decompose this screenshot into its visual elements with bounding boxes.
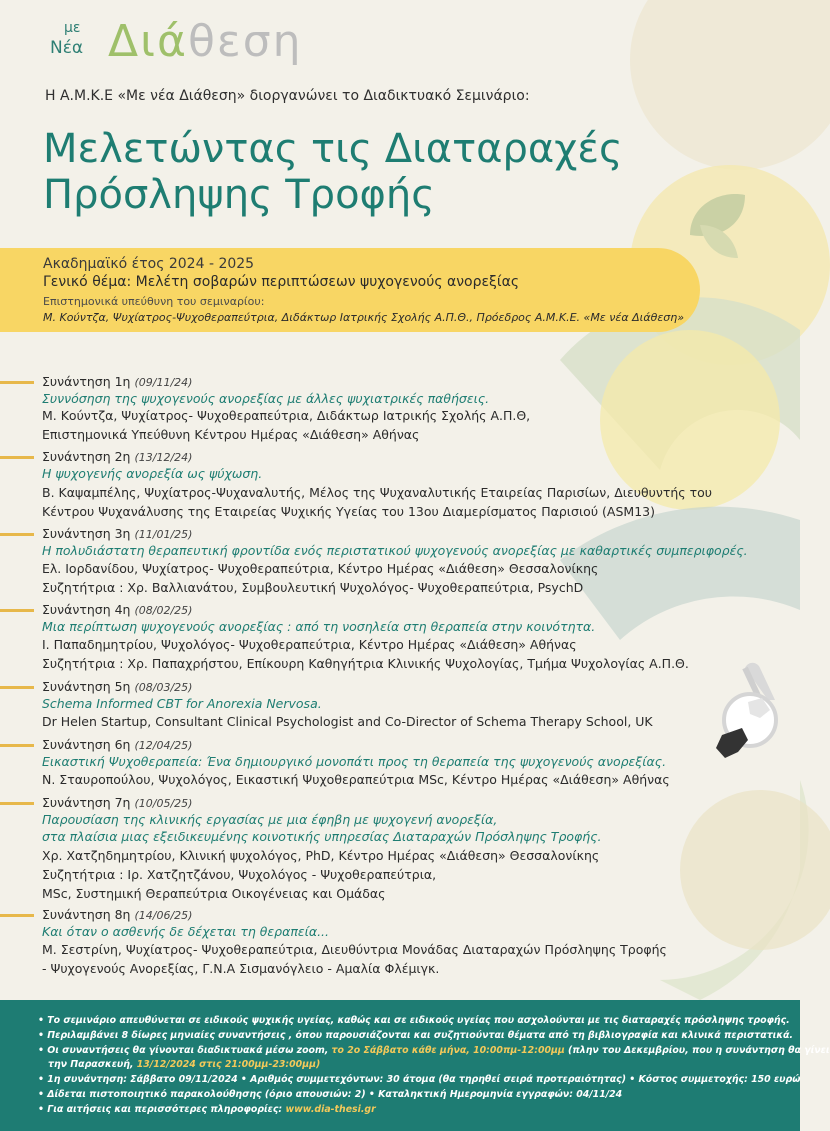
title-line-1: Μελετώντας τις Διαταραχές xyxy=(43,126,623,172)
session-topic: Η πολυδιάστατη θεραπευτική φροντίδα ενός περιστατικού ψυχογενούς ανορεξίας με καθαρτικές συμπεριφορές. xyxy=(42,543,748,558)
session-title: Συνάντηση 7η xyxy=(42,795,131,810)
website-link[interactable]: www.dia-thesi.gr xyxy=(285,1104,376,1115)
session-speaker: MSc, Συστημική Θεραπεύτρια Οικογένειας και Ομάδας xyxy=(42,886,386,901)
footer-exception-a: την Παρασκευή, xyxy=(48,1059,137,1070)
footer-line-schedule xyxy=(38,1045,830,1056)
session-date: (08/03/25) xyxy=(134,681,193,694)
session-title: Συνάντηση 5η xyxy=(42,679,131,694)
footer-line-contact xyxy=(38,1104,376,1115)
session-bullet-bar xyxy=(0,744,34,747)
session-topic: Παρουσίαση της κλινικής εργασίας με μια έφηβη με ψυχογενή ανορεξία, xyxy=(42,812,498,827)
session-speaker: Dr Helen Startup, Consultant Clinical Psychologist and Co-Director of Schema Therapy School, UK xyxy=(42,714,653,729)
session-heading xyxy=(42,795,192,810)
footer-schedule-c: (πλην του Δεκεμβρίου, που η συνάντηση θα γίνει xyxy=(564,1045,830,1056)
logo-nea: Νέα xyxy=(50,38,84,58)
session-date: (10/05/25) xyxy=(134,797,193,810)
logo-wordmark xyxy=(108,14,303,70)
session-bullet-bar xyxy=(0,381,34,384)
info-band xyxy=(0,248,700,332)
session-speaker: Συζητήτρια : Χρ. Βαλλιανάτου, Συμβουλευτική Ψυχολόγος- Ψυχοθεραπεύτρια, PsychD xyxy=(42,580,584,595)
session-date: (13/12/24) xyxy=(134,451,193,464)
session-bullet-bar xyxy=(0,456,34,459)
footer-info xyxy=(0,1000,830,1131)
session-speaker: Μ. Κούντζα, Ψυχίατρος- Ψυχοθεραπεύτρια, Διδάκτωρ Ιατρικής Σχολής Α.Π.Θ, xyxy=(42,408,531,423)
session-speaker: Ι. Παπαδημητρίου, Ψυχολόγος- Ψυχοθεραπεύτρια, Κέντρο Ημέρας «Διάθεση» Αθήνας xyxy=(42,637,577,652)
responsible-name: Μ. Κούντζα, Ψυχίατρος-Ψυχοθεραπεύτρια, Διδάκτωρ Ιατρικής Σχολής Α.Π.Θ., Πρόεδρος Α.Μ.Κ.Ε. «Με νέα Διάθεση» xyxy=(43,311,684,324)
session-speaker: Χρ. Χατζηδημητρίου, Κλινική ψυχολόγος, PhD, Κέντρο Ημέρας «Διάθεση» Θεσσαλονίκης xyxy=(42,848,600,863)
session-heading xyxy=(42,907,192,922)
session-speaker: - Ψυχογενούς Ανορεξίας, Γ.Ν.Α Σισμανόγλειο - Αμαλία Φλέμιγκ. xyxy=(42,961,440,976)
responsible-label: Επιστημονικά υπεύθυνη του σεμιναρίου: xyxy=(43,295,265,308)
session-speaker: Μ. Σεστρίνη, Ψυχίατρος- Ψυχοθεραπεύτρια, Διευθύντρια Μονάδας Διαταραχών Πρόσληψης Τροφής xyxy=(42,942,667,957)
footer-line-audience: • Το σεμινάριο απευθύνεται σε ειδικούς ψυχικής υγείας, καθώς και σε ειδικούς υγείας που ασχολούνται με τις διαταραχές πρόσληψης τροφής. xyxy=(38,1015,790,1026)
session-heading xyxy=(42,679,192,694)
session-date: (08/02/25) xyxy=(134,604,193,617)
session-date: (14/06/25) xyxy=(134,909,193,922)
footer-line-format: • Περιλαμβάνει 8 δίωρες μηνιαίες συναντήσεις , όπου παρουσιάζονται και συζητιούνται θέματα από τη βιβλιογραφία και κλινικά περιστατικά. xyxy=(38,1030,793,1041)
session-heading xyxy=(42,737,192,752)
general-theme: Γενικό θέμα: Μελέτη σοβαρών περιπτώσεων ψυχογενούς ανορεξίας xyxy=(43,274,520,290)
session-bullet-bar xyxy=(0,533,34,536)
intro-text: Η Α.Μ.Κ.Ε «Με νέα Διάθεση» διοργανώνει το Διαδικτυακό Σεμινάριο: xyxy=(45,88,530,104)
logo-word-b: ά xyxy=(157,16,189,67)
deco-circle-yellow xyxy=(600,330,780,510)
session-date: (12/04/25) xyxy=(134,739,193,752)
page-title xyxy=(43,126,622,218)
session-heading xyxy=(42,526,192,541)
logo-word-c: θεση xyxy=(188,16,303,67)
logo xyxy=(50,14,380,74)
logo-word-a: Δι xyxy=(108,16,157,67)
session-title: Συνάντηση 4η xyxy=(42,602,131,617)
session-title: Συνάντηση 3η xyxy=(42,526,131,541)
session-speaker: Συζητήτρια : Χρ. Παπαχρήστου, Επίκουρη Καθηγήτρια Κλινικής Ψυχολογίας, Τμήμα Ψυχολογίας Α.Π.Θ. xyxy=(42,656,689,671)
session-heading xyxy=(42,449,192,464)
session-heading xyxy=(42,374,192,389)
session-topic: Εικαστική Ψυχοθεραπεία: Ένα δημιουργικό μονοπάτι προς τη θεραπεία της ψυχογενούς ανορεξίας. xyxy=(42,754,667,769)
session-speaker: Ελ. Ιορδανίδου, Ψυχίατρος- Ψυχοθεραπεύτρια, Κέντρο Ημέρας «Διάθεση» Θεσσαλονίκης xyxy=(42,561,599,576)
footer-schedule-highlight: το 2ο Σάββατο κάθε μήνα, 10:00πμ-12:00μμ xyxy=(331,1045,565,1056)
puzzle-logo-icon xyxy=(716,663,776,758)
session-bullet-bar xyxy=(0,609,34,612)
session-speaker: Κέντρου Ψυχανάλυσης της Εταιρείας Ψυχικής Υγείας του 13ου Διαμερίσματος Παρισιού (ASM13) xyxy=(42,504,655,519)
footer-line-first-session: • 1η συνάντηση: Σάββατο 09/11/2024 • Αριθμός συμμετεχόντων: 30 άτομα (θα τηρηθεί σειρά προτεραιότητας) • Κόστος συμμετοχής: 150 ευρώ xyxy=(38,1074,801,1085)
footer-exception-date: 13/12/2024 στις 21:00μμ-23:00μμ) xyxy=(136,1059,321,1070)
session-date: (09/11/24) xyxy=(134,376,193,389)
session-title: Συνάντηση 6η xyxy=(42,737,131,752)
session-topic: Η ψυχογενής ανορεξία ως ψύχωση. xyxy=(42,466,263,481)
deco-circle-top xyxy=(630,0,830,170)
session-title: Συνάντηση 2η xyxy=(42,449,131,464)
footer-schedule-a: • Οι συναντήσεις θα γίνονται διαδικτυακά μέσω zoom, xyxy=(38,1045,332,1056)
session-speaker: Επιστημονικά Υπεύθυνη Κέντρου Ημέρας «Διάθεση» Αθήνας xyxy=(42,427,420,442)
session-bullet-bar xyxy=(0,802,34,805)
session-topic: Συννόσηση της ψυχογενούς ανορεξίας με άλλες ψυχιατρικές παθήσεις. xyxy=(42,391,490,406)
session-heading xyxy=(42,602,192,617)
footer-line-exception xyxy=(48,1059,320,1070)
logo-me: με xyxy=(64,20,81,36)
title-line-2: Πρόσληψης Τροφής xyxy=(43,172,435,218)
session-date: (11/01/25) xyxy=(134,528,193,541)
session-title: Συνάντηση 8η xyxy=(42,907,131,922)
session-title: Συνάντηση 1η xyxy=(42,374,131,389)
session-topic: στα πλαίσια μιας εξειδικευμένης κοινοτικής υπηρεσίας Διαταραχών Πρόσληψης Τροφής. xyxy=(42,829,602,844)
deco-circle-low xyxy=(680,790,830,950)
session-topic: Μια περίπτωση ψυχογενούς ανορεξίας : από τη νοσηλεία στη θεραπεία στην κοινότητα. xyxy=(42,619,596,634)
academic-year: Ακαδημαϊκό έτος 2024 - 2025 xyxy=(43,256,255,272)
session-bullet-bar xyxy=(0,686,34,689)
session-bullet-bar xyxy=(0,914,34,917)
session-speaker: Συζητήτρια : Ιρ. Χατζητζάνου, Ψυχολόγος - Ψυχοθεραπεύτρια, xyxy=(42,867,437,882)
footer-contact-label: • Για αιτήσεις και περισσότερες πληροφορίες: xyxy=(38,1104,286,1115)
session-topic: Schema Informed CBT for Anorexia Nervosa. xyxy=(42,696,322,711)
session-speaker: Ν. Σταυροπούλου, Ψυχολόγος, Εικαστική Ψυχοθεραπεύτρια MSc, Κέντρο Ημέρας «Διάθεση» Αθήνας xyxy=(42,772,670,787)
session-speaker: Β. Καψαμπέλης, Ψυχίατρος-Ψυχαναλυτής, Μέλος της Ψυχαναλυτικής Εταιρείας Παρισίων, Διευθυντής του xyxy=(42,485,713,500)
footer-line-certificate: • Δίδεται πιστοποιητικό παρακολούθησης (όριο απουσιών: 2) • Καταληκτική Ημερομηνία εγγραφών: 04/11/24 xyxy=(38,1089,623,1100)
session-topic: Και όταν ο ασθενής δε δέχεται τη θεραπεία... xyxy=(42,924,329,939)
